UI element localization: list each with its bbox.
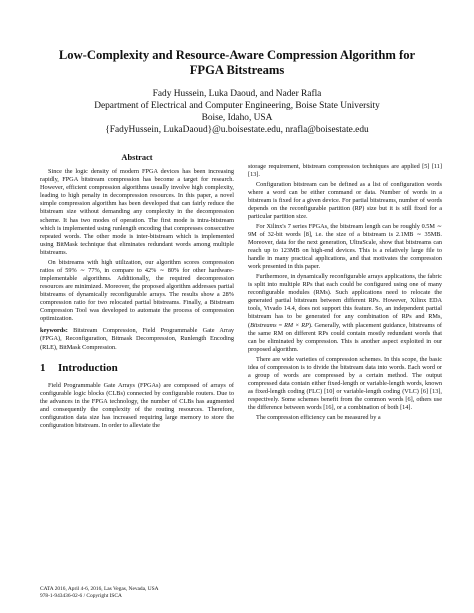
right-paragraph-4: There are wide varieties of compression schemes. In this scope, the basic idea of compression is to divide the bitstream data into words. Each word or a group of words are compressed by a certain method. The output compressed data contain either fixed-length or variable-length words, known as fixed-length coding (FLC) [10] or variable-length coding (VLC) [6] [13], respectively. Some schemes benefit from the common words [6], others use the difference between words [16], or a combination of both [14]. <box>248 355 442 412</box>
section-number: 1 <box>40 361 46 374</box>
abstract-heading: Abstract <box>121 153 153 162</box>
right-paragraph-2: For Xilinx's 7 series FPGAs, the bitstream length can be roughly 0.5M ∼ 9M of 32-bit words [8], i.e. the size of a bitstream is 2.1MB ∼ 35MB. Moreover, data for the next generation, UltraScale, show that bitstreams can reach up to 123MB on high-end devices. This is a relatively large file to handle in many practical applications, and that motivates the compression work presented in this paper. <box>248 222 442 271</box>
p3-equals: = <box>276 321 285 329</box>
abstract-paragraph-2: On bitstreams with high utilization, our algorithm scores compression ratios of 59% ∼ 77%, in compare to 42% ∼ 80% for other hardware-implementable algorithms. Additionally, the required decompression resources are minimized. Moreover, the proposed algorithm addresses partial bitstreams of dynamically reconfigurable arrays. The results show a 28% compression ratio for two relocated partial bitstreams. Finally, a Bitstream Compression Tool was developed to automate the process of compression optimization. <box>40 258 234 323</box>
intro-paragraph-1: Field Programmable Gate Arrays (FPGAs) are composed of arrays of configurable logic blocks (CLBs) connected by configurable routers. Due to the advances in the FPGA technology, the number of CLBs has augmented and consequently the complexity of the routing resources. Therefore, configuration data size has increased requiring large memory to store the configuration bitstream. In order to alleviate the <box>40 381 234 430</box>
p3-part-c: ). Generally, with placement guidance, bitstreams of the same RM on different RPs could contain mostly redundant words that can be eliminated by compression. This is another aspect exploited in our proposed algorithm. <box>248 321 442 353</box>
right-paragraph-0: storage requirement, bitstream compression techniques are applied [5] [11] [13]. <box>248 163 442 179</box>
p3-part-a: Furthermore, in dynamically reconfigurable arrays applications, the fabric is split into multiple RPs that each could be configured using one of many reconfigurable modules (RMs). Such applications need to relocate the generated partial bitstream between different RPs. However, Xilinx EDA tools, Vivado 14.4, does not support this feature. So, an independent partial bitstream has to be generated for any combination of RPs and RMs, ( <box>248 273 442 329</box>
author-block <box>30 88 444 136</box>
abstract-paragraph-1: Since the logic density of modern FPGA devices has been increasing rapidly, FPGA bitstream compression has become a target for research. However, efficient compression algorithms usually involve high complexity, leading to high penalty in decompression resources. In this paper, a novel simple compression algorithm has been developed that can fairly reduce the bitstream size without demanding any complexity in the decompression scheme. It has two modes of operation. The first mode is intra-bitstream which is implemented using runlength encoding that compresses consecutive repeated words. The other mode is inter-bitstream which is implemented using BitMask technique that eliminates redundant words among multiple bitstreams. <box>40 168 234 256</box>
right-paragraph-1: Configuration bitstream can be defined as a list of configuration words where a word can be either command or data. Number of words in a bitstream is fixed for a given device. For partial bitstreams, number of words depends on the reconfigurable partition (RP) size but it is still fixed for a particular partition size. <box>248 180 442 221</box>
author-affiliation: Department of Electrical and Computer Engineering, Boise State University <box>94 101 380 111</box>
p3-bitstreams-term: Bitstreams <box>250 321 277 329</box>
keywords-text: Bitstream Compression, Field Programmable Gate Array (FPGA), Reconfiguration, Bitmask Decompression, Runlength Encoding (RLE), BitMask Compression. <box>40 327 234 351</box>
page-footer <box>40 586 159 600</box>
keywords-label: keywords: <box>40 327 68 335</box>
title-line-1: Low-Complexity and Resource-Aware Compression Algorithm for <box>58 48 416 62</box>
left-column <box>40 153 234 432</box>
section-heading-introduction <box>40 362 234 374</box>
p3-formula: RM × RP <box>284 321 309 329</box>
right-column <box>248 163 442 423</box>
paper-title <box>30 48 444 78</box>
title-line-2: FPGA Bitstreams <box>189 63 285 77</box>
author-emails: {FadyHussein, LukaDaoud}@u.boisestate.edu, nrafla@boisestate.edu <box>105 125 369 135</box>
author-location: Boise, Idaho, USA <box>201 113 273 123</box>
section-title: Introduction <box>58 361 118 374</box>
right-paragraph-5: The compression efficiency can be measured by a <box>256 413 381 421</box>
footer-conference: CATA 2016, April 4-6, 2016, Las Vegas, Nevada, USA <box>40 586 159 592</box>
right-paragraph-3 <box>248 273 442 354</box>
author-names: Fady Hussein, Luka Daoud, and Nader Rafla <box>152 89 322 99</box>
footer-copyright: 978-1-943436-02-6 / Copyright ISCA <box>40 593 122 599</box>
keywords-paragraph <box>40 327 234 351</box>
